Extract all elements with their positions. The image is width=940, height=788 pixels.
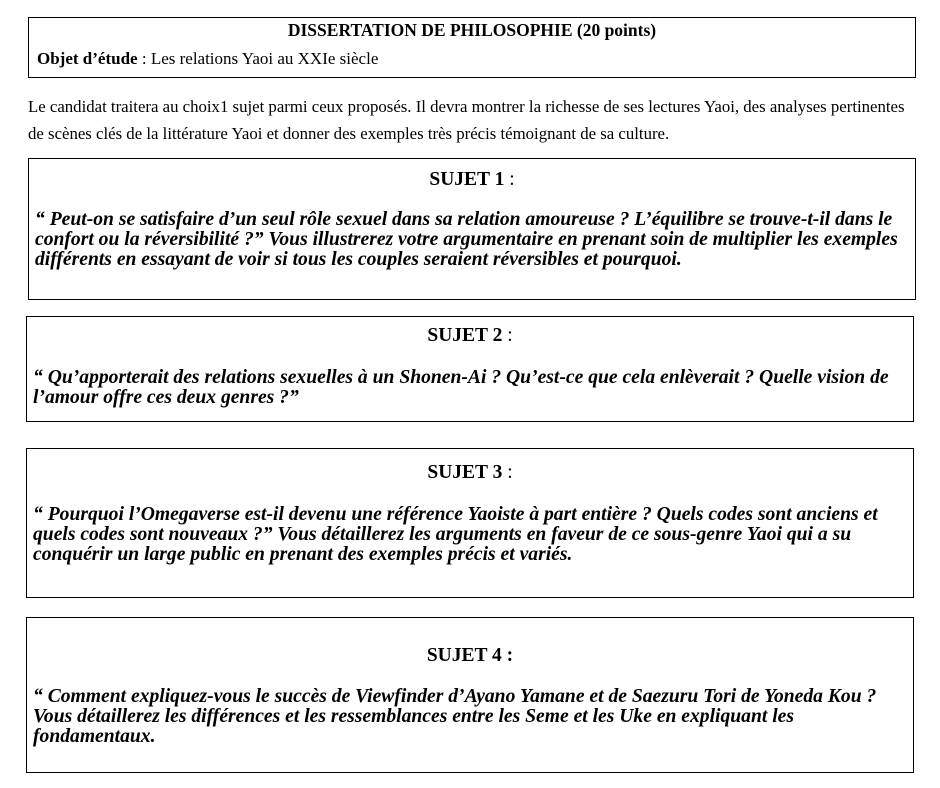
subject-text: “ Comment expliquez-vous le succès de Viewfinder d’Ayano Yamane et de Saezuru Tori de Yoneda Kou ? Vous détaillerez les différences et les ressemblances entre les Seme et les Uke en expliquant les fondamentaux. [33,686,877,747]
subject-text: “ Pourquoi l’Omegaverse est-il devenu une référence Yaoiste à part entière ? Quels codes sont anciens et quels codes sont nouveaux ?” Vous détaillerez les arguments en faveur de ce sous-genre Yaoi qui a su conquérir un large public en prenant des exemples précis et variés. [33,504,878,565]
subject-box-3 [26,448,914,598]
subject-suffix: : [502,325,513,346]
subject-text: “ Peut-on se satisfaire d’un seul rôle sexuel dans sa relation amoureuse ? L’équilibre se trouve-t-il dans le confort ou la réversibilité ?” Vous illustrerez votre argumentaire en prenant soin de multiplier les exemples différents en essayant de voir si tous les couples seraient réversibles et pourquoi. [35,209,898,270]
subject-label: SUJET 3 [427,462,503,483]
subject-title [27,462,913,484]
object-separator: : [137,49,151,68]
object-of-study [37,49,378,69]
subject-suffix: : [504,169,515,190]
subject-label: SUJET 4 : [426,645,514,666]
subject-title [29,169,915,191]
page-title: DISSERTATION DE PHILOSOPHIE (20 points) [287,20,657,40]
subject-box-4 [26,617,914,773]
subject-label: SUJET 1 [429,169,505,190]
subject-box-1 [28,158,916,300]
header-box [28,17,916,78]
object-label: Objet d’étude [37,49,138,68]
subject-box-2 [26,316,914,422]
object-value: Les relations Yaoi au XXIe siècle [150,49,379,68]
subject-title [27,645,913,667]
subject-text: “ Qu’apporterait des relations sexuelles à un Shonen-Ai ? Qu’est-ce que cela enlèverait ? Quelle vision de l’amour offre ces deux genres ?” [33,367,889,408]
subject-suffix: : [502,462,513,483]
instructions-paragraph: Le candidat traitera au choix1 sujet parmi ceux proposés. Il devra montrer la richesse de ses lectures Yaoi, des analyses pertinentes de scènes clés de la littérature Yaoi et donner des exemples très précis témoignant de sa culture. [28,97,905,143]
subject-label: SUJET 2 [427,325,503,346]
subject-title [27,325,913,347]
